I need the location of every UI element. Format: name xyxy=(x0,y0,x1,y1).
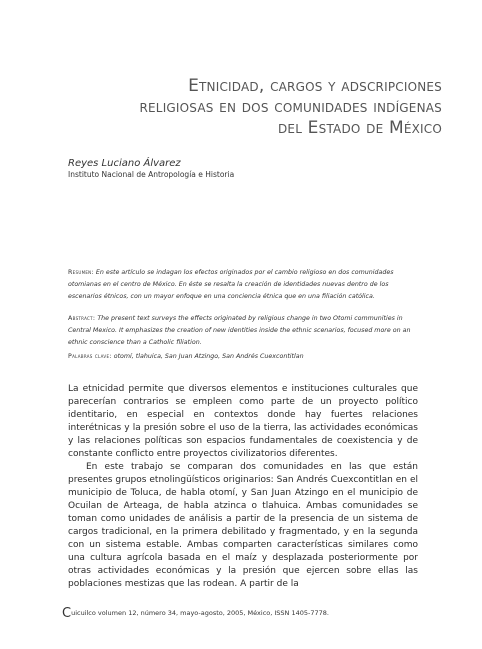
body-paragraph-2: En este trabajo se comparan dos comunidades en las que están presentes grupos etnolingüísticos originarios: San Andrés Cuexcontitlan en el municipio de Toluca, de habla otomí, y San Juan Atzingo en el municipio de Ocuilan de Arteaga, de habla atzinca o tlahuica. Ambas comunidades se toman como unidades de análisis a partir de la presencia de un sistema de cargos tradicional, en la primera debilitado y fragmentado, y en la segunda con un sistema estable. Ambas comparten características similares como una cultura agrícola basada en el maíz y desplazada posteriormente por otras actividades económicas y la presión que ejercen sobre ellas las poblaciones mestizas que las rodean. A partir de la xyxy=(68,462,418,589)
author-name: Reyes Luciano Álvarez xyxy=(68,158,181,169)
keywords-text: otomí, tlahuica, San Juan Atzingo, San Andrés Cuexcontitlan xyxy=(113,353,304,360)
author-institution: Instituto Nacional de Antropología e Historia xyxy=(68,170,235,179)
article-title xyxy=(40,76,442,139)
journal-citation: uicuilco volumen 12, número 34, mayo-agosto, 2005, México, ISSN 1405-7778. xyxy=(71,609,329,617)
abstract-spanish xyxy=(68,267,418,303)
title-line-1: Etnicidad, cargos y adscripciones xyxy=(188,76,442,96)
abstract-spanish-text: En este artículo se indagan los efectos originados por el cambio religioso en dos comunidades otomianas en el centro de México. En éste se resalta la creación de identidades nuevas dentro de los escenarios étnicos, con un mayor enfoque en una conciencia étnica que en una filiación católica. xyxy=(68,269,394,300)
keywords xyxy=(68,351,418,363)
body-paragraph-1: La etnicidad permite que diversos elementos e instituciones culturales que parecerían contrarios se empleen como parte de un proyecto político identitario, en especial en contextos donde hay fuertes relaciones interétnicas y la presión sobre el uso de la tierra, las actividades económicas y las relaciones políticas son espacios fundamentales de coexistencia y de constante conflicto entre proyectos civilizatorios diferentes. xyxy=(68,384,418,459)
abstract-spanish-label: Resumen: xyxy=(68,269,94,276)
keywords-label: Palabras clave: xyxy=(68,353,112,360)
title-line-3: del Estado de México xyxy=(277,118,442,138)
journal-footer xyxy=(62,607,329,620)
abstract-english xyxy=(68,313,418,349)
abstract-english-text: The present text surveys the effects originated by religious change in two Otomi communities in Central Mexico. It emphasizes the creation of new identities inside the ethnic scenarios, focused more on an ethnic conscience than a Catholic filiation. xyxy=(68,315,411,346)
journal-logo-initial: C xyxy=(62,606,72,621)
article-body xyxy=(68,383,418,591)
abstract-english-label: Abstract: xyxy=(68,315,96,322)
title-line-2: religiosas en dos comunidades indígenas xyxy=(139,97,442,117)
